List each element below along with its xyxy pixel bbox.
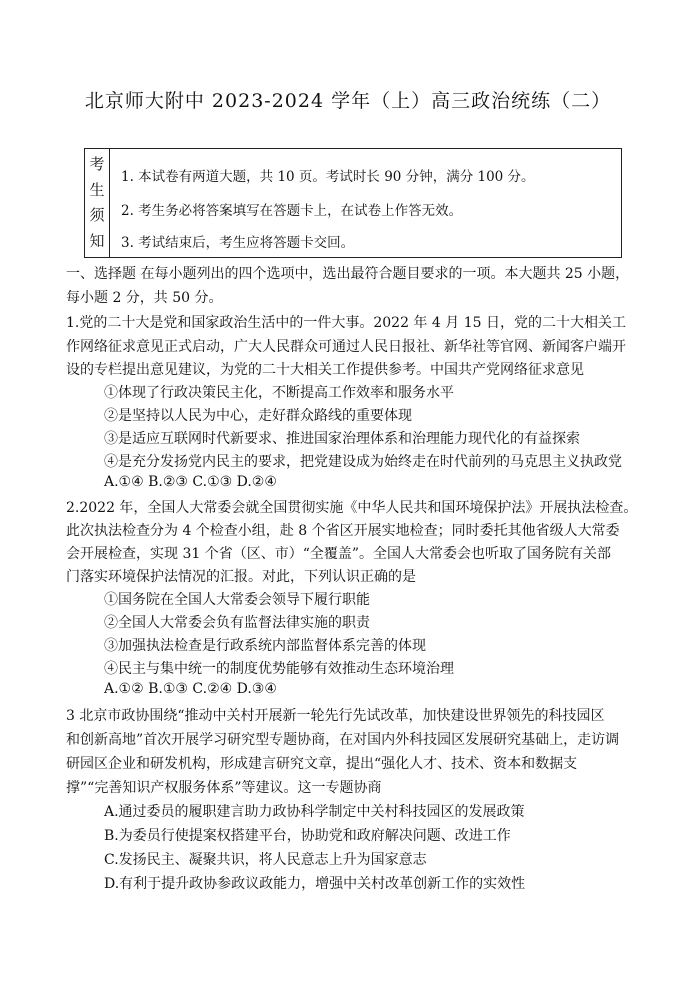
question-stem: 2.2022 年，全国人大常委会就全国贯彻实施《中华人民共和国环境保护法》开展执法检查。	[66, 500, 638, 516]
question-statement: ④是充分发扬党内民主的要求，把党建设成为始终走在时代前列的马克思主义执政党	[104, 454, 622, 470]
question-stem: 此次执法检查分为 4 个检查小组，赴 8 个省区开展实地检查；同时委托其他省级人大常委	[66, 523, 620, 539]
question-statement: ③是适应互联网时代新要求、推进国家治理体系和治理能力现代化的有益探索	[104, 431, 580, 447]
question-stem: 作网络征求意见正式启动，广大人民群众可通过人民日报社、新华社等官网、新闻客户端开	[66, 339, 626, 355]
question-options: A.①② B.①③ C.②④ D.③④	[104, 681, 277, 697]
section-header: 每小题 2 分，共 50 分。	[66, 290, 223, 306]
section-header: 一、选择题 在每小题列出的四个选项中，选出最符合题目要求的一项。本大题共 25 小题，	[66, 266, 630, 282]
question-stem: 撑”“完善知识产权服务体系”等建议。这一专题协商	[66, 780, 382, 796]
question-stem: 1.党的二十大是党和国家政治生活中的一件大事。2022 年 4 月 15 日，党的二十大相关工	[66, 315, 626, 331]
question-stem: 研园区企业和研发机构，形成建言研究文章，提出“强化人才、技术、资本和数据支	[66, 756, 578, 772]
question-stem: 会开展检查，实现 31 个省（区、市）“全覆盖”。全国人大常委会也听取了国务院有关部	[66, 546, 612, 562]
exam-notice-box	[84, 148, 622, 258]
notice-heading	[85, 149, 110, 257]
notice-heading-char: 考	[89, 155, 105, 174]
question-statement: ①国务院在全国人大常委会领导下履行职能	[104, 592, 370, 608]
question-statement: ②是坚持以人民为中心，走好群众路线的重要体现	[104, 408, 412, 424]
question-statement: ④民主与集中统一的制度优势能够有效推动生态环境治理	[104, 661, 454, 677]
question-statement: ③加强执法检查是行政系统内部监督体系完善的体现	[104, 638, 426, 654]
notice-heading-char: 生	[89, 180, 105, 199]
question-stem: 和创新高地”首次开展学习研究型专题协商，在对国内外科技园区发展研究基础上，走访调	[66, 732, 620, 748]
notice-item: 3. 考试结束后，考生应将答题卡交回。	[121, 235, 355, 251]
question-stem: 3 北京市政协围绕“推动中关村开展新一轮先行先试改革，加快建设世界领先的科技园区	[66, 708, 605, 724]
notice-heading-char: 须	[89, 206, 105, 225]
question-option: A.通过委员的履职建言助力政协科学制定中关村科技园区的发展政策	[104, 804, 525, 820]
question-option: C.发扬民主、凝聚共识，将人民意志上升为国家意志	[104, 852, 427, 868]
notice-item: 1. 本试卷有两道大题，共 10 页。考试时长 90 分钟，满分 100 分。	[121, 169, 535, 185]
question-statement: ①体现了行政决策民主化，不断提高工作效率和服务水平	[104, 385, 454, 401]
question-statement: ②全国人大常委会负有监督法律实施的职责	[104, 615, 370, 631]
notice-item: 2. 考生务必将答案填写在答题卡上，在试卷上作答无效。	[121, 203, 463, 219]
exam-title: 北京师大附中 2023-2024 学年（上）高三政治统练（二）	[84, 90, 612, 112]
question-stem: 门落实环境保护法情况的汇报。对此，下列认识正确的是	[66, 569, 416, 585]
question-option: B.为委员行使提案权搭建平台，协助党和政府解决问题、改进工作	[104, 828, 511, 844]
question-stem: 设的专栏提出意见建议，为党的二十大相关工作提供参考。中国共产党网络征求意见	[66, 362, 584, 378]
question-options: A.①④ B.②③ C.①③ D.②④	[104, 474, 277, 490]
question-option: D.有利于提升政协参政议政能力，增强中关村改革创新工作的实效性	[104, 876, 526, 892]
notice-heading-char: 知	[89, 231, 105, 250]
